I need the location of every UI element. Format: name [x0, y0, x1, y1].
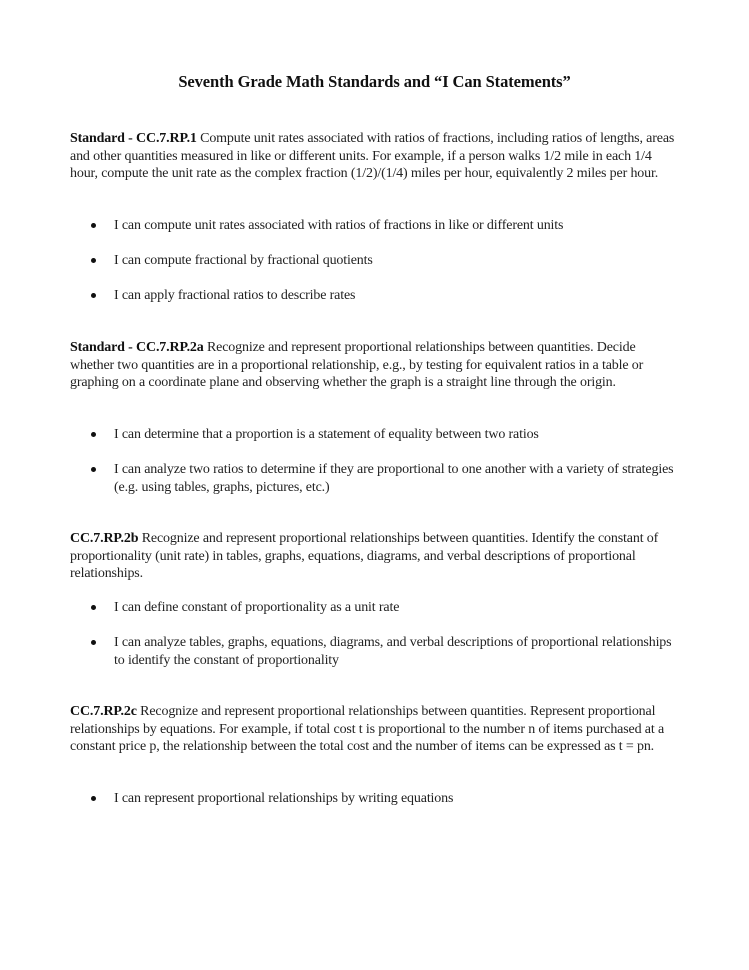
standard-code: Standard - CC.7.RP.2a — [70, 340, 204, 355]
i-can-item — [70, 287, 680, 305]
standard-paragraph — [70, 530, 680, 583]
bullet-icon — [91, 467, 96, 472]
document-title: Seventh Grade Math Standards and “I Can Statements” — [178, 72, 571, 91]
i-can-list-rp1-c — [70, 287, 680, 305]
standard-paragraph — [70, 703, 680, 756]
standard-code: CC.7.RP.2b — [70, 531, 139, 546]
i-can-list-rp2a-b — [70, 461, 680, 496]
standard-code: Standard - CC.7.RP.1 — [70, 131, 197, 146]
i-can-text: I can determine that a proportion is a statement of equality between two ratios — [114, 427, 539, 442]
standard-section-rp2c — [70, 703, 680, 756]
i-can-text: I can compute unit rates associated with ratios of fractions in like or different units — [114, 218, 564, 233]
standard-section-rp2b — [70, 530, 680, 583]
i-can-list-rp2c — [70, 790, 680, 808]
bullet-icon — [91, 432, 96, 437]
i-can-item — [70, 461, 680, 496]
i-can-list-rp2b — [70, 599, 680, 617]
standard-code: CC.7.RP.2c — [70, 704, 137, 719]
i-can-item — [70, 634, 680, 669]
i-can-list-rp2a — [70, 426, 680, 444]
i-can-list-rp1-b — [70, 252, 680, 270]
bullet-icon — [91, 223, 96, 228]
i-can-text: I can analyze two ratios to determine if they are proportional to one another with a variety of strategies (e.g. using tables, graphs, pictures, etc.) — [114, 462, 674, 495]
bullet-icon — [91, 258, 96, 263]
i-can-text: I can analyze tables, graphs, equations, diagrams, and verbal descriptions of proportional relationships to identify the constant of proportionality — [114, 635, 672, 668]
standard-section-rp2a — [70, 339, 680, 392]
i-can-item — [70, 426, 680, 444]
i-can-item — [70, 599, 680, 617]
standard-description: Recognize and represent proportional relationships between quantities. Identify the constant of proportionality (unit rate) in tables, graphs, equations, diagrams, and verbal descriptions of proportional relationships. — [70, 531, 659, 582]
i-can-item — [70, 790, 680, 808]
i-can-list-rp1 — [70, 217, 680, 235]
i-can-item — [70, 252, 680, 270]
i-can-text: I can represent proportional relationships by writing equations — [114, 791, 454, 806]
i-can-text: I can compute fractional by fractional quotients — [114, 253, 373, 268]
bullet-icon — [91, 796, 96, 801]
standard-paragraph — [70, 339, 680, 392]
i-can-list-rp2b-b — [70, 634, 680, 669]
bullet-icon — [91, 605, 96, 610]
i-can-text: I can apply fractional ratios to describe rates — [114, 288, 356, 303]
i-can-text: I can define constant of proportionality as a unit rate — [114, 600, 400, 615]
standard-description: Recognize and represent proportional relationships between quantities. Represent proportional relationships by equations. For example, if total cost t is proportional to the number n of items purchased at a constant price p, the relationship between the total cost and the number of items can be expressed as t = pn. — [70, 704, 665, 755]
i-can-item — [70, 217, 680, 235]
bullet-icon — [91, 640, 96, 645]
standard-paragraph — [70, 130, 680, 183]
standard-description: Recognize and represent proportional relationships between quantities. Decide whether two quantities are in a proportional relationship, e.g., by testing for equivalent ratios in a table or graphing on a coordinate plane and observing whether the graph is a straight line through the origin. — [70, 340, 644, 391]
standard-section-rp1 — [70, 130, 680, 183]
standard-description: Compute unit rates associated with ratios of fractions, including ratios of lengths, areas and other quantities measured in like or different units. For example, if a person walks 1/2 mile in each 1/4 hour, compute the unit rate as the complex fraction (1/2)/(1/4) miles per hour, equivalently 2 miles per hour. — [70, 131, 675, 182]
bullet-icon — [91, 293, 96, 298]
